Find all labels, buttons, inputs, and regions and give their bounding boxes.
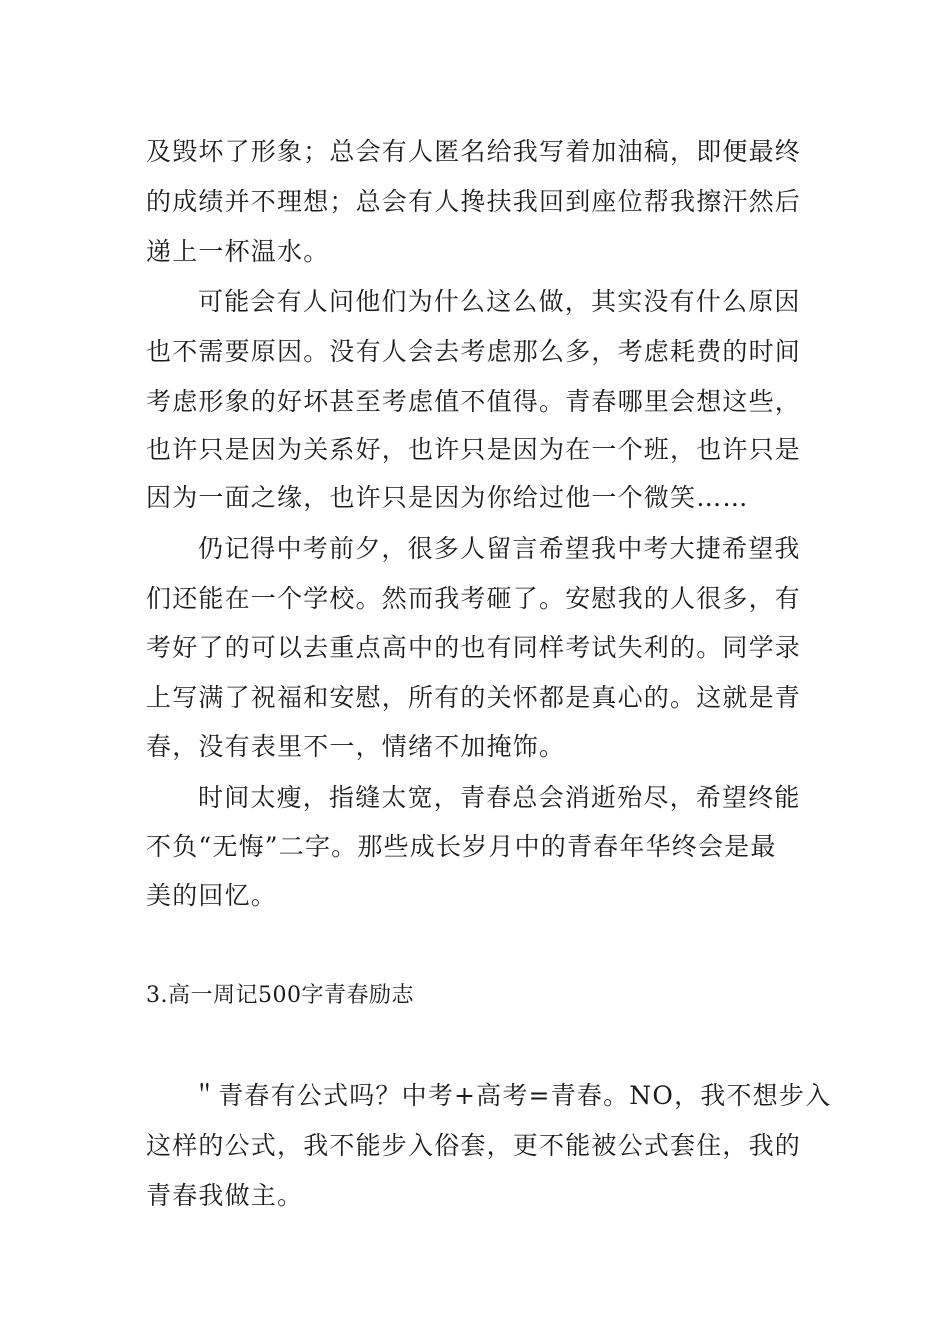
section-heading: 3.高一周记500字青春励志 <box>146 983 414 1008</box>
paragraph-line: 春，没有表里不一，情绪不加掩饰。 <box>146 732 566 761</box>
paragraph-line: 也许只是因为关系好，也许只是因为在一个班，也许只是 <box>146 435 802 464</box>
paragraph-line: 也不需要原因。没有人会去考虑那么多，考虑耗费的时间 <box>146 337 802 366</box>
paragraph-line: 因为一面之缘，也许只是因为你给过他一个微笑…… <box>146 483 749 512</box>
paragraph-line: 的成绩并不理想；总会有人搀扶我回到座位帮我擦汗然后 <box>146 187 802 216</box>
paragraph-line: 考虑形象的好坏甚至考虑值不值得。青春哪里会想这些， <box>146 387 802 416</box>
paragraph-line: 美的回忆。 <box>146 881 278 910</box>
paragraph-line: 递上一杯温水。 <box>146 237 330 266</box>
paragraph-line: 时间太瘦，指缝太宽，青春总会消逝殆尽，希望终能 <box>198 783 801 812</box>
paragraph-line: 仍记得中考前夕，很多人留言希望我中考大捷希望我 <box>198 534 801 563</box>
paragraph-line: 上写满了祝福和安慰，所有的关怀都是真心的。这就是青 <box>146 683 802 712</box>
paragraph-line: 这样的公式，我不能步入俗套，更不能被公式套住，我的 <box>146 1131 802 1160</box>
paragraph-line: 不负“无悔”二字。那些成长岁月中的青春年华终会是最 <box>146 832 777 861</box>
paragraph-line: 可能会有人问他们为什么这么做，其实没有什么原因 <box>198 287 801 316</box>
paragraph-line: 青春我做主。 <box>146 1181 304 1210</box>
paragraph-line: 及毁坏了形象；总会有人匿名给我写着加油稿，即便最终 <box>146 137 802 166</box>
paragraph-line: 考好了的可以去重点高中的也有同样考试失利的。同学录 <box>146 633 802 662</box>
paragraph-line: ＂青春有公式吗？中考+高考=青春。NO，我不想步入 <box>192 1081 832 1110</box>
paragraph-line: 们还能在一个学校。然而我考砸了。安慰我的人很多，有 <box>146 584 802 613</box>
